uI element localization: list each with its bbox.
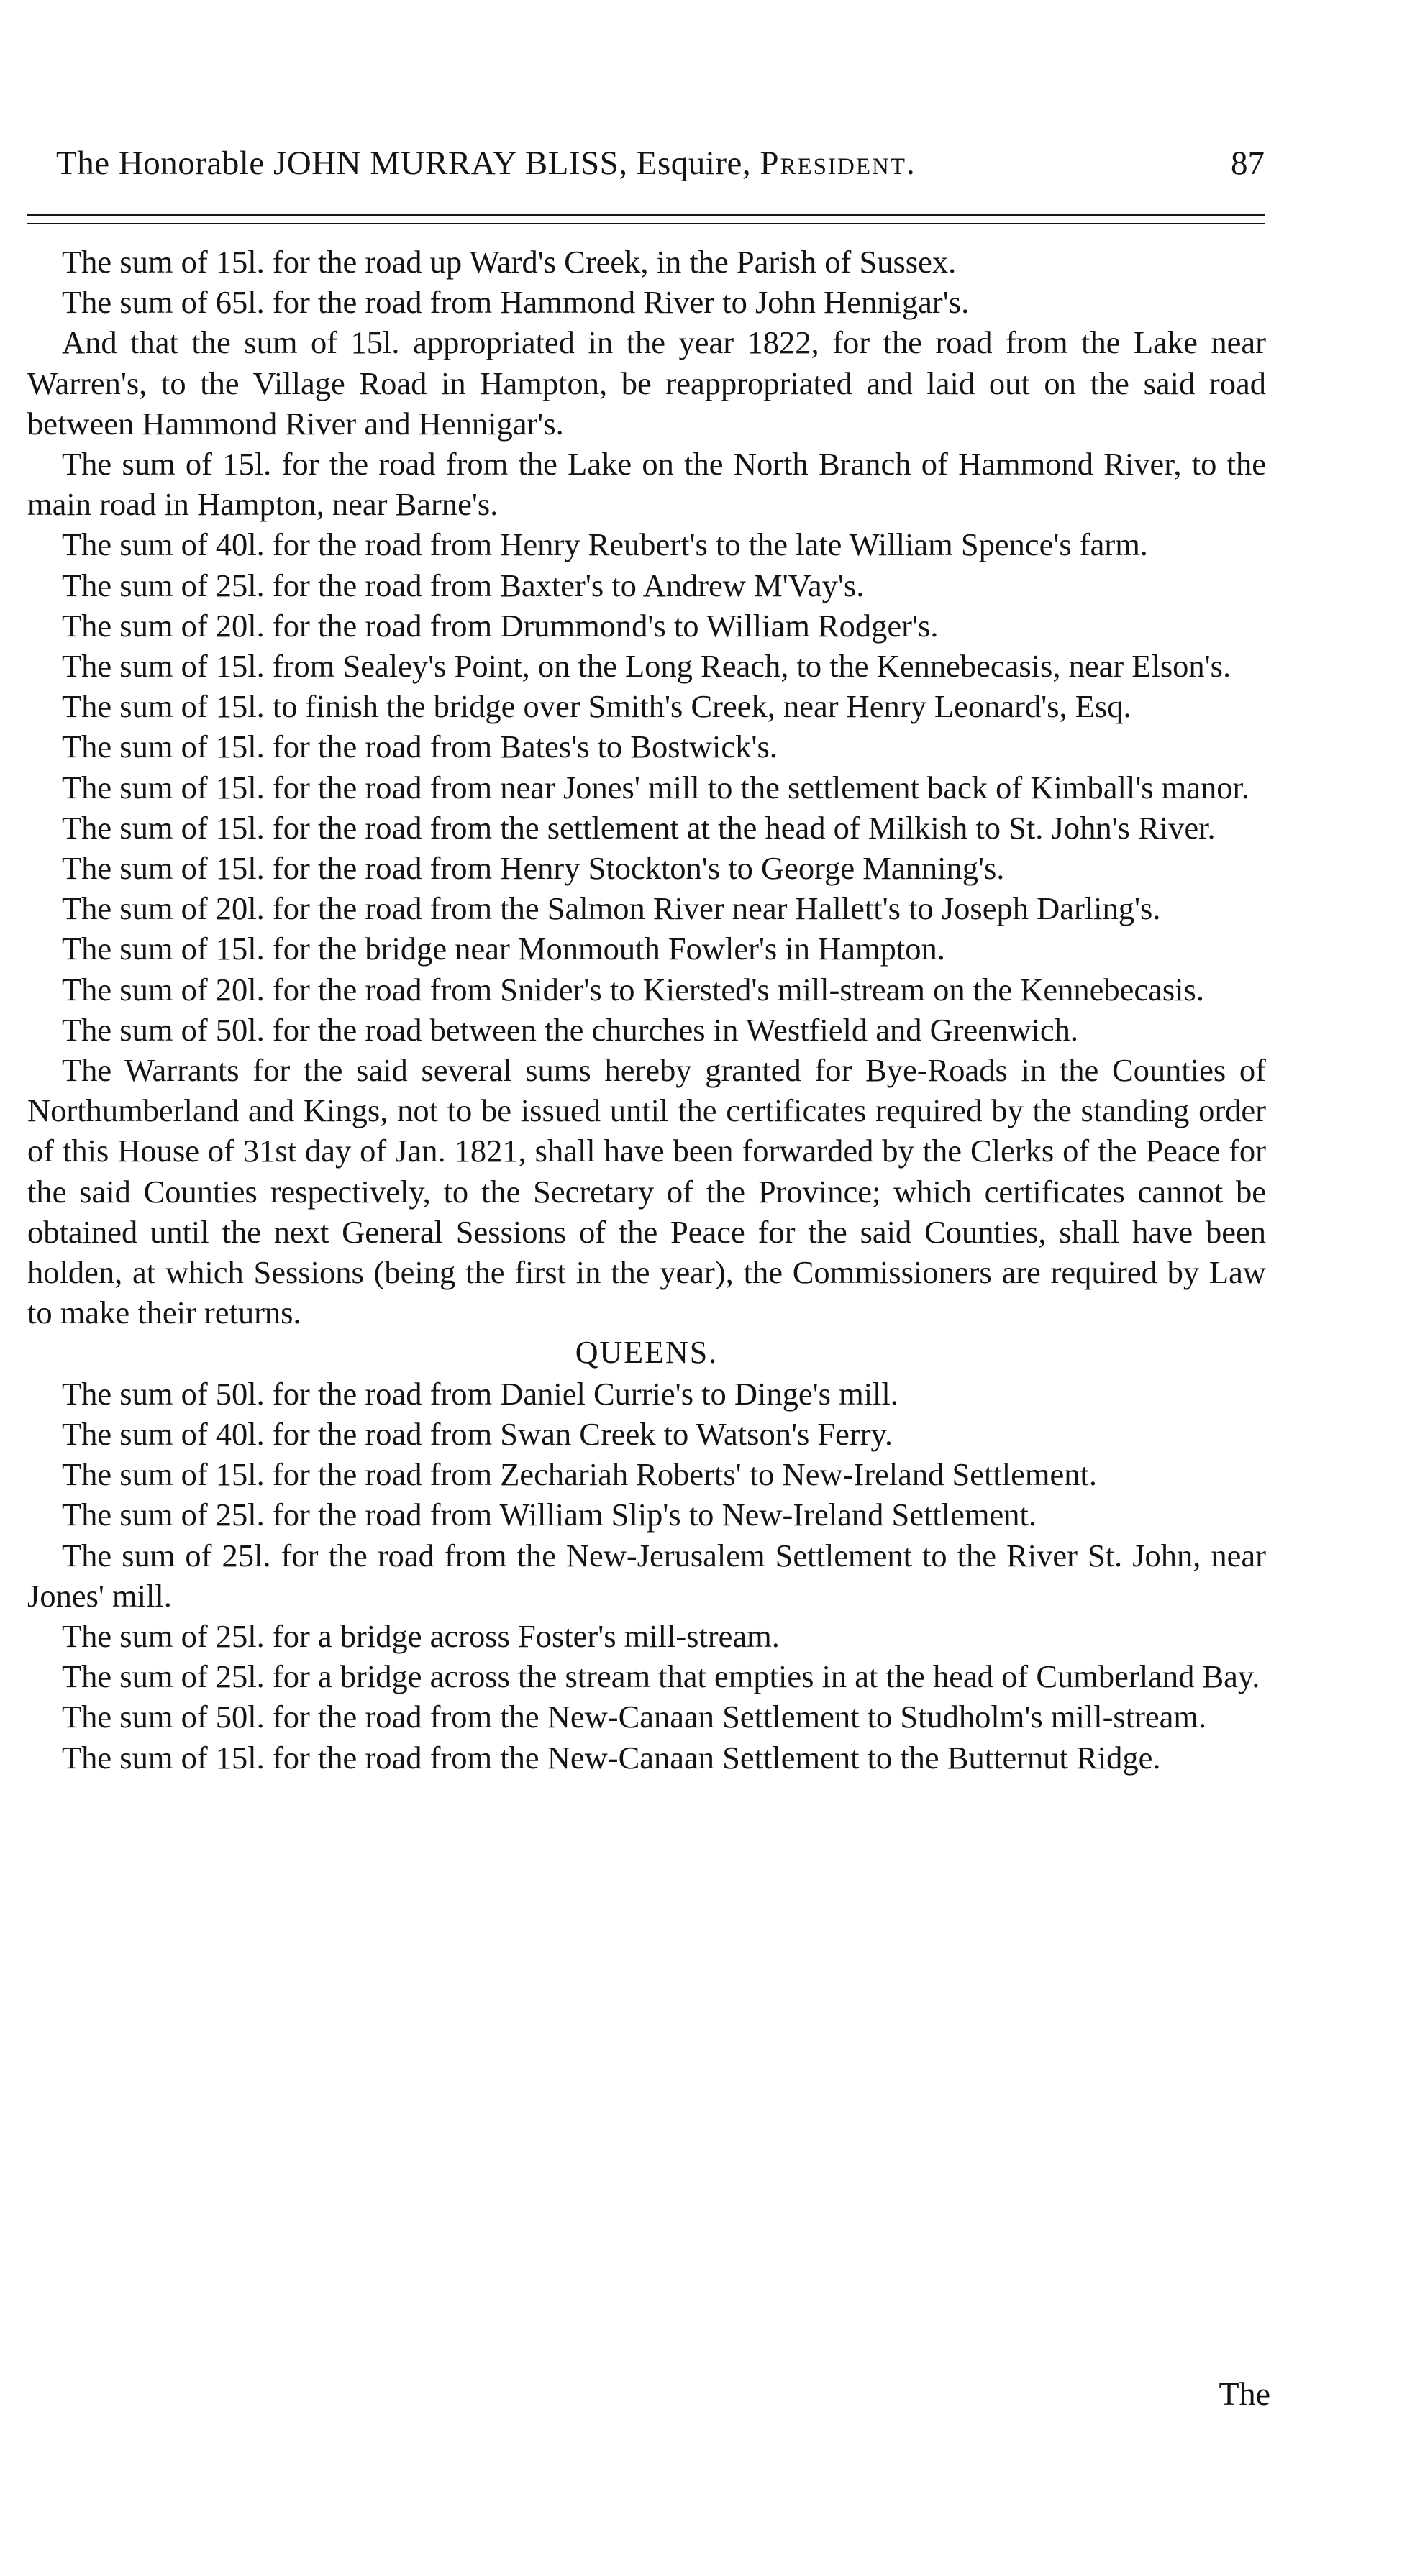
paragraph: The sum of 15l. for the bridge near Monmouth Fowler's in Hampton. xyxy=(62,931,945,967)
paragraph: The sum of 20l. for the road from Snider's to Kiersted's mill-stream on the Kennebecasis. xyxy=(62,971,1204,1008)
page-number: 87 xyxy=(1231,145,1265,182)
section-heading-queens: QUEENS. xyxy=(575,1335,719,1371)
paragraph: The sum of 15l. to finish the bridge over Smith's Creek, near Henry Leonard's, Esq. xyxy=(62,688,1131,725)
paragraph: The sum of 25l. for the road from William Slip's to New-Ireland Settlement. xyxy=(62,1497,1037,1533)
paragraph: The sum of 50l. for the road between the churches in Westfield and Greenwich. xyxy=(62,1011,1078,1048)
running-title-office: President. xyxy=(760,145,916,182)
paragraph: The sum of 15l. for the road from the Lake on the North Branch of Hammond River, to the main road in Hampton, near Barne's. xyxy=(27,446,1266,523)
paragraph: The sum of 20l. for the road from Drummond's to William Rodger's. xyxy=(62,607,939,644)
paragraph: The sum of 50l. for the road from Daniel Currie's to Dinge's mill. xyxy=(62,1375,898,1412)
header-rule xyxy=(27,214,1265,216)
paragraph: The sum of 15l. for the road up Ward's Creek, in the Parish of Sussex. xyxy=(62,244,957,280)
body-text xyxy=(27,242,1266,1778)
paragraph: The sum of 20l. for the road from the Salmon River near Hallett's to Joseph Darling's. xyxy=(62,890,1161,927)
paragraph: The sum of 15l. for the road from Bates's to Bostwick's. xyxy=(62,729,778,765)
running-header xyxy=(27,144,1265,201)
paragraph: The sum of 25l. for the road from Baxter's to Andrew M'Vay's. xyxy=(62,567,865,603)
paragraph: The sum of 65l. for the road from Hammond River to John Hennigar's. xyxy=(62,284,970,321)
paragraph: The sum of 15l. for the road from near Jones' mill to the settlement back of Kimball's manor. xyxy=(62,769,1250,805)
running-title-text: The Honorable JOHN MURRAY BLISS, Esquire, xyxy=(56,145,760,182)
paragraph: The sum of 25l. for the road from the New-Jerusalem Settlement to the River St. John, near Jones' mill. xyxy=(27,1537,1266,1614)
warrants-paragraph: The Warrants for the said several sums hereby granted for Bye-Roads in the Counties of Northumberland and Kings, not to be issued until the certificates required by the standing order of this House of 31st day of Jan. 1821, shall have been forwarded by the Clerks of the Peace for the said Counties respectively, to the Secretary of the Province; which certificates cannot be obtained until the next General Sessions of the Peace for the said Counties, shall have been holden, at which Sessions (being the first in the year), the Commissioners are required by Law to make their returns. xyxy=(27,1052,1266,1331)
paragraph: The sum of 15l. for the road from the settlement at the head of Milkish to St. John's River. xyxy=(62,809,1216,846)
paragraph: The sum of 15l. for the road from Zechariah Roberts' to New-Ireland Settlement. xyxy=(62,1456,1097,1493)
paragraph: The sum of 15l. from Sealey's Point, on the Long Reach, to the Kennebecasis, near Elson's. xyxy=(62,648,1231,685)
paragraph: The sum of 15l. for the road from the New-Canaan Settlement to the Butternut Ridge. xyxy=(62,1739,1161,1776)
paragraph: The sum of 25l. for a bridge across the stream that empties in at the head of Cumberland Bay. xyxy=(62,1658,1260,1695)
paragraph: The sum of 15l. for the road from Henry Stockton's to George Manning's. xyxy=(62,850,1005,887)
paragraph: The sum of 50l. for the road from the New-Canaan Settlement to Studholm's mill-stream. xyxy=(62,1699,1207,1735)
paragraph: The sum of 25l. for a bridge across Foster's mill-stream. xyxy=(62,1617,780,1654)
paragraph: The sum of 40l. for the road from Henry Reubert's to the late William Spence's farm. xyxy=(62,526,1148,563)
header-rule-double xyxy=(27,223,1265,224)
paragraph: And that the sum of 15l. appropriated in the year 1822, for the road from the Lake near Warren's, to the Village Road in Hampton, be reappropriated and laid out on the said road between Hammond River and Hennigar's. xyxy=(27,324,1266,442)
paragraph: The sum of 40l. for the road from Swan Creek to Watson's Ferry. xyxy=(62,1415,893,1452)
running-title xyxy=(56,144,916,183)
catchword: The xyxy=(1219,2375,1270,2412)
